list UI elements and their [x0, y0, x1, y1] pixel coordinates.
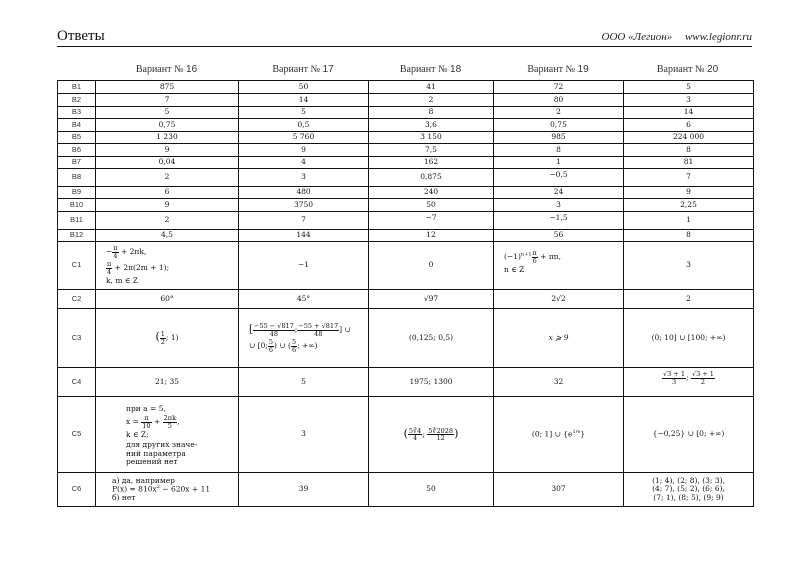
row-label: B5 — [58, 132, 96, 144]
numerator: 5∛2028 — [428, 426, 454, 435]
answer-cell: 7 — [239, 212, 369, 230]
row-label: B10 — [58, 199, 96, 212]
row-label: C2 — [58, 290, 96, 309]
answer-cell: 8 — [369, 107, 494, 119]
table-row-b2 — [58, 94, 754, 107]
numerator: 5∛4 — [408, 426, 422, 435]
table-row-b10 — [58, 199, 754, 212]
answer-cell: 2 — [624, 290, 754, 309]
formula-line — [504, 250, 620, 264]
numerator: −55 + √817 — [298, 322, 339, 330]
answer-cell — [624, 368, 754, 397]
table-row-b3 — [58, 107, 754, 119]
denominator: 6 — [291, 345, 297, 354]
formula-line — [249, 323, 365, 337]
variant-header-17 — [238, 64, 368, 75]
variant-headers — [95, 64, 752, 76]
answer-cell: 24 — [494, 187, 624, 199]
answer-cell: −7 — [369, 212, 494, 230]
answer-cell: 4 — [239, 157, 369, 169]
formula-line: k ∈ Z; — [126, 430, 149, 440]
answer-cell — [239, 309, 369, 368]
text: ; — [294, 325, 298, 334]
answer-cell: 6 — [96, 187, 239, 199]
answer-cell — [494, 397, 624, 473]
fraction — [294, 322, 339, 338]
variant-number: 19 — [577, 64, 589, 75]
text: + 2π(2m + 1); — [112, 263, 170, 273]
table-row-b5 — [58, 132, 754, 144]
variant-header-16 — [95, 64, 238, 75]
answer-cell: 3 150 — [369, 132, 494, 144]
answer-cell: 41 — [369, 81, 494, 94]
formula-line — [249, 339, 365, 353]
paren: ( — [403, 426, 408, 440]
answer-cell: 56 — [494, 230, 624, 242]
text: − — [106, 247, 113, 257]
numerator: √3 + 1 — [663, 370, 686, 378]
formula-line: б) нет — [112, 492, 136, 502]
row-label: C6 — [58, 473, 96, 507]
formula-line: (7; 1), (8; 5), (9; 9) — [653, 492, 724, 502]
numerator: −55 − √817 — [253, 322, 294, 330]
answer-cell: 2,25 — [624, 199, 754, 212]
answer-cell: 72 — [494, 81, 624, 94]
answer-cell: 7 — [624, 169, 754, 187]
answer-cell: 1 230 — [96, 132, 239, 144]
answer-cell: 224 000 — [624, 132, 754, 144]
answer-cell: 7 — [96, 94, 239, 107]
numerator: 5 — [291, 338, 297, 346]
variant-label: Вариант № — [272, 64, 321, 75]
answer-cell: 240 — [369, 187, 494, 199]
answer-cell: 2 — [494, 107, 624, 119]
answer-cell — [494, 242, 624, 290]
answer-cell — [96, 397, 239, 473]
row-label: B12 — [58, 230, 96, 242]
answer-cell: 9 — [624, 187, 754, 199]
answer-cell: 144 — [239, 230, 369, 242]
denominator: 4 — [107, 267, 112, 276]
variant-header-20 — [623, 64, 752, 75]
text: + πn, — [537, 252, 561, 261]
answer-cell: 39 — [239, 473, 369, 507]
fraction — [253, 323, 295, 337]
answer-cell — [96, 242, 239, 290]
text: ; — [686, 373, 689, 382]
denominator: 10 — [142, 421, 151, 430]
text: ] ∪ — [339, 325, 351, 334]
answer-cell: 50 — [239, 81, 369, 94]
denominator: 48 — [314, 329, 323, 338]
answer-cell: 985 — [494, 132, 624, 144]
table-row-c4 — [58, 368, 754, 397]
answer-cell: 1 — [494, 157, 624, 169]
answer-cell: 5 760 — [239, 132, 369, 144]
answer-cell: (0; 10] ∪ [100; +∞) — [624, 309, 754, 368]
answer-cell: 3,6 — [369, 119, 494, 132]
answer-cell — [96, 473, 239, 507]
table-row-b6 — [58, 144, 754, 157]
answer-cell: 81 — [624, 157, 754, 169]
answer-cell: 6 — [624, 119, 754, 132]
table-row-b8 — [58, 169, 754, 187]
text: ∪ [0; — [249, 341, 268, 350]
formula-line: ний параметра — [126, 448, 186, 458]
answer-cell: 9 — [96, 144, 239, 157]
answer-cell: −0,5 — [494, 169, 624, 187]
row-label: B6 — [58, 144, 96, 157]
answer-cell: 60° — [96, 290, 239, 309]
numerator: π — [107, 260, 112, 269]
table-row-b7 — [58, 157, 754, 169]
answer-cell — [96, 309, 239, 368]
text: ; 1) — [165, 333, 179, 342]
text: } — [580, 429, 586, 439]
table-row-b11 — [58, 212, 754, 230]
row-label: B2 — [58, 94, 96, 107]
formula-line: а) да, например — [112, 475, 175, 485]
formula-line: n ∈ Z — [504, 265, 525, 274]
formula-line: для других значе- — [126, 440, 198, 450]
table-row-c5 — [58, 397, 754, 473]
exponent: 2 — [156, 484, 160, 491]
answer-cell: √97 — [369, 290, 494, 309]
answer-cell: 5 — [239, 368, 369, 397]
answer-cell: −1,5 — [494, 212, 624, 230]
fraction — [427, 428, 454, 442]
table-row-b12 — [58, 230, 754, 242]
exponent: 1/e — [572, 429, 581, 436]
denominator: 3 — [671, 377, 677, 386]
answer-cell: 0,04 — [96, 157, 239, 169]
answer-cell: 3 — [624, 242, 754, 290]
answer-cell: 0,75 — [494, 119, 624, 132]
row-label: B8 — [58, 169, 96, 187]
row-label: B4 — [58, 119, 96, 132]
answer-cell: x ⩾ 9 — [494, 309, 624, 368]
formula-line: решений нет — [126, 456, 178, 466]
answer-cell: 9 — [239, 144, 369, 157]
answer-cell: 50 — [369, 199, 494, 212]
row-label: C4 — [58, 368, 96, 397]
answers-table — [57, 80, 754, 507]
answer-cell: 3750 — [239, 199, 369, 212]
denominator: 2 — [160, 337, 165, 346]
row-label: C1 — [58, 242, 96, 290]
denominator: 48 — [269, 329, 278, 338]
formula-line: (1; 4), (2; 8), (3; 3), — [652, 476, 725, 486]
numerator: π — [532, 249, 537, 257]
denominator: 4 — [413, 434, 418, 442]
variant-label: Вариант № — [399, 64, 448, 75]
answer-cell: 5 — [239, 107, 369, 119]
answer-cell: 8 — [624, 230, 754, 242]
paren: ( — [155, 330, 160, 343]
text: , — [177, 417, 180, 427]
answer-cell: 3 — [239, 169, 369, 187]
answer-cell: 1975; 1300 — [369, 368, 494, 397]
paren: ) — [454, 426, 459, 440]
fraction — [163, 414, 180, 430]
variant-label: Вариант № — [527, 64, 576, 75]
publisher-name: ООО «Легион» — [601, 31, 673, 43]
row-label: B11 — [58, 212, 96, 230]
answer-cell: 5 — [96, 107, 239, 119]
denominator: 12 — [436, 434, 445, 442]
formula-line: при a = 5, — [126, 403, 166, 413]
text: x = — [126, 417, 139, 427]
denominator: 2 — [700, 377, 706, 386]
answer-cell — [624, 473, 754, 507]
answer-cell: 480 — [239, 187, 369, 199]
answer-cell: 14 — [239, 94, 369, 107]
answer-cell: 5 — [624, 81, 754, 94]
row-label: B1 — [58, 81, 96, 94]
table-row-c2 — [58, 290, 754, 309]
table-row-b9 — [58, 187, 754, 199]
answer-cell: 1 — [624, 212, 754, 230]
table-row-b4 — [58, 119, 754, 132]
answer-cell: 0,75 — [96, 119, 239, 132]
text: + — [153, 417, 161, 427]
table-row-c6 — [58, 473, 754, 507]
answer-cell: 14 — [624, 107, 754, 119]
answer-cell: −1 — [239, 242, 369, 290]
numerator: 1 — [160, 330, 165, 338]
answer-cell: 3 — [624, 94, 754, 107]
variant-label: Вариант № — [656, 64, 705, 75]
publisher-info — [602, 31, 752, 43]
denominator: 4 — [113, 251, 118, 260]
fraction — [408, 428, 422, 442]
answer-cell: {−0,25} ∪ [0; +∞) — [624, 397, 754, 473]
text: P(x) = 810x — [112, 484, 157, 494]
variant-header-18 — [368, 64, 493, 75]
text: − 620x + 11 — [159, 484, 211, 494]
answer-cell: 0,875 — [369, 169, 494, 187]
answer-cell: 8 — [624, 144, 754, 157]
answer-cell: 3 — [239, 397, 369, 473]
variant-number: 16 — [186, 64, 198, 75]
answer-cell: 9 — [96, 199, 239, 212]
answer-cell: 2 — [96, 212, 239, 230]
answer-cell: 8 — [494, 144, 624, 157]
denominator: 6 — [268, 345, 274, 354]
bracket: [ — [249, 324, 253, 335]
numerator: √3 + 1 — [691, 370, 714, 378]
answer-cell: 50 — [369, 473, 494, 507]
table-row-c1 — [58, 242, 754, 290]
denominator: 6 — [532, 256, 537, 265]
variant-label: Вариант № — [135, 64, 184, 75]
answer-cell: 162 — [369, 157, 494, 169]
formula-line — [106, 245, 235, 259]
text: ) ∪ ( — [274, 341, 291, 350]
table-row-b1 — [58, 81, 754, 94]
answer-cell: 45° — [239, 290, 369, 309]
answer-cell: 2 — [96, 169, 239, 187]
variant-number: 17 — [322, 64, 334, 75]
variant-number: 18 — [450, 64, 462, 75]
answer-cell: 3 — [494, 199, 624, 212]
formula-line — [126, 415, 235, 429]
answer-cell: 32 — [494, 368, 624, 397]
text: + 2πk, — [118, 247, 147, 257]
formula-line — [106, 261, 235, 275]
numerator: 5 — [268, 338, 274, 346]
formula-line: (4; 7), (5; 2), (6; 6), — [652, 484, 725, 494]
text: ; +∞) — [297, 341, 318, 350]
formula-line: k, m ∈ Z — [106, 276, 138, 286]
row-label: B3 — [58, 107, 96, 119]
answer-cell: 2 — [369, 94, 494, 107]
text: (−1) — [504, 252, 521, 261]
answer-cell: 21; 35 — [96, 368, 239, 397]
website-link[interactable]: www.legionr.ru — [684, 31, 752, 43]
numerator: π — [113, 244, 118, 253]
row-label: B9 — [58, 187, 96, 199]
row-label: B7 — [58, 157, 96, 169]
answer-cell: 307 — [494, 473, 624, 507]
variant-header-19 — [493, 64, 623, 75]
exponent: n+1 — [520, 251, 532, 258]
answer-cell: 80 — [494, 94, 624, 107]
text: (0; 1] ∪ {e — [531, 429, 573, 439]
variant-number: 20 — [707, 64, 719, 75]
text: ; — [422, 429, 425, 439]
header-divider — [57, 46, 752, 47]
answer-cell — [369, 397, 494, 473]
answer-cell: 0,5 — [239, 119, 369, 132]
answer-cell: 4,5 — [96, 230, 239, 242]
table-row-c3 — [58, 309, 754, 368]
row-label: C5 — [58, 397, 96, 473]
answer-cell: 875 — [96, 81, 239, 94]
answer-cell: 12 — [369, 230, 494, 242]
numerator: 2πk — [163, 414, 177, 423]
fraction — [141, 415, 151, 429]
answer-cell: 7,5 — [369, 144, 494, 157]
row-label: C3 — [58, 309, 96, 368]
fraction — [691, 371, 715, 385]
fraction — [662, 371, 686, 385]
answer-cell: 2√2 — [494, 290, 624, 309]
answer-cell: (0,125; 0,5) — [369, 309, 494, 368]
denominator: 5 — [167, 421, 172, 430]
page-title: Ответы — [57, 28, 105, 44]
numerator: π — [141, 415, 151, 423]
answer-cell: 0 — [369, 242, 494, 290]
